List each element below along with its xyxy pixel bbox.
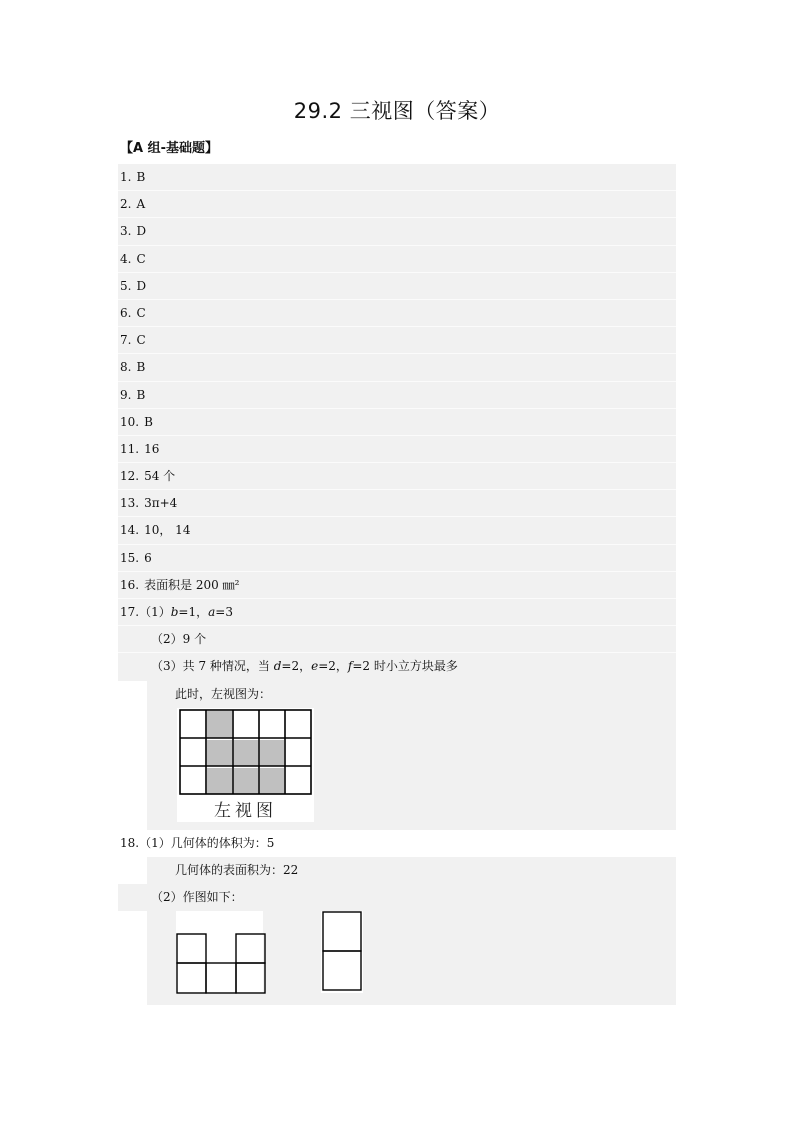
q17-part3: （3）共 7 种情况，当 d=2，e=2，f=2 时小立方块最多 <box>118 653 676 680</box>
answer-number: 7. <box>120 333 132 348</box>
answer-number: 4. <box>120 251 132 266</box>
answer-row <box>118 463 676 490</box>
q18-part2: （2）作图如下： <box>118 884 676 911</box>
answer-row <box>118 409 676 436</box>
answer-text: 16 <box>144 441 160 456</box>
answer-text: 6 <box>144 550 152 565</box>
q18-part1: 18.（1）几何体的体积为：5 <box>118 830 676 857</box>
q18-num: 18. <box>120 835 140 850</box>
answer-text: D <box>136 224 147 239</box>
q18-three-views <box>147 911 676 1005</box>
q18-figure-block <box>147 911 676 1005</box>
answer-row <box>118 300 676 327</box>
answer-row <box>118 382 676 409</box>
shaded-cell <box>260 768 284 794</box>
answer-text: 54 个 <box>144 469 176 484</box>
page-title: 29.2 三视图（答案） <box>293 99 501 123</box>
answer-number: 16. <box>120 577 140 592</box>
answer-text: A <box>136 197 146 212</box>
answer-text: B <box>136 170 146 184</box>
answer-text: 10， 14 <box>144 523 191 538</box>
shaded-cell <box>207 711 232 738</box>
answer-text: B <box>144 414 153 429</box>
answer-row <box>118 517 676 544</box>
answer-row <box>118 218 676 245</box>
answer-text: D <box>136 278 147 293</box>
answer-number: 2. <box>120 197 132 212</box>
answer-row <box>118 436 676 463</box>
answer-number: 10. <box>120 414 140 429</box>
answer-text: 3π+4 <box>144 496 178 511</box>
answer-row <box>118 246 676 273</box>
answer-text: B <box>136 360 146 375</box>
left-view-label: 左视图 <box>214 800 277 821</box>
answer-number: 1. <box>120 170 132 184</box>
section-heading: 【A 组-基础题】 <box>120 141 218 156</box>
q17-part2: （2）9 个 <box>118 626 676 653</box>
q17-left-view-intro: 此时，左视图为： <box>147 681 676 708</box>
answer-row <box>118 572 676 599</box>
answer-text: C <box>136 305 146 320</box>
q17-part1: 17.（1）b=1，a=3 <box>118 599 676 626</box>
q17-num: 17. <box>120 605 140 619</box>
answer-number: 14. <box>120 523 140 538</box>
answer-number: 8. <box>120 360 132 375</box>
answer-row <box>118 327 676 354</box>
answer-row <box>118 490 676 517</box>
answer-row <box>118 191 676 218</box>
answer-list <box>118 164 676 1005</box>
answer-number: 12. <box>120 469 140 484</box>
answer-number: 9. <box>120 387 132 402</box>
answer-row <box>118 273 676 300</box>
shaded-cell <box>234 768 258 794</box>
shaded-cell <box>260 740 284 766</box>
shaded-cell <box>234 740 258 766</box>
answer-text: 表面积是 200 ㎜² <box>144 577 240 592</box>
shaded-cell <box>207 740 232 766</box>
answer-text: C <box>136 333 146 348</box>
answer-number: 13. <box>120 496 140 511</box>
answer-row <box>118 354 676 381</box>
answer-text: C <box>136 251 146 266</box>
left-view-figure <box>177 708 314 822</box>
answer-number: 11. <box>120 441 140 456</box>
answer-number: 15. <box>120 550 140 565</box>
shaded-cell <box>207 768 232 794</box>
answer-number: 5. <box>120 278 132 293</box>
answer-row <box>118 545 676 572</box>
answer-number: 6. <box>120 305 132 320</box>
q18-surface: 几何体的表面积为：22 <box>147 857 676 884</box>
answer-row <box>118 164 676 191</box>
answer-number: 3. <box>120 224 132 239</box>
answer-text: B <box>136 387 146 402</box>
q17-figure-block <box>147 708 676 830</box>
